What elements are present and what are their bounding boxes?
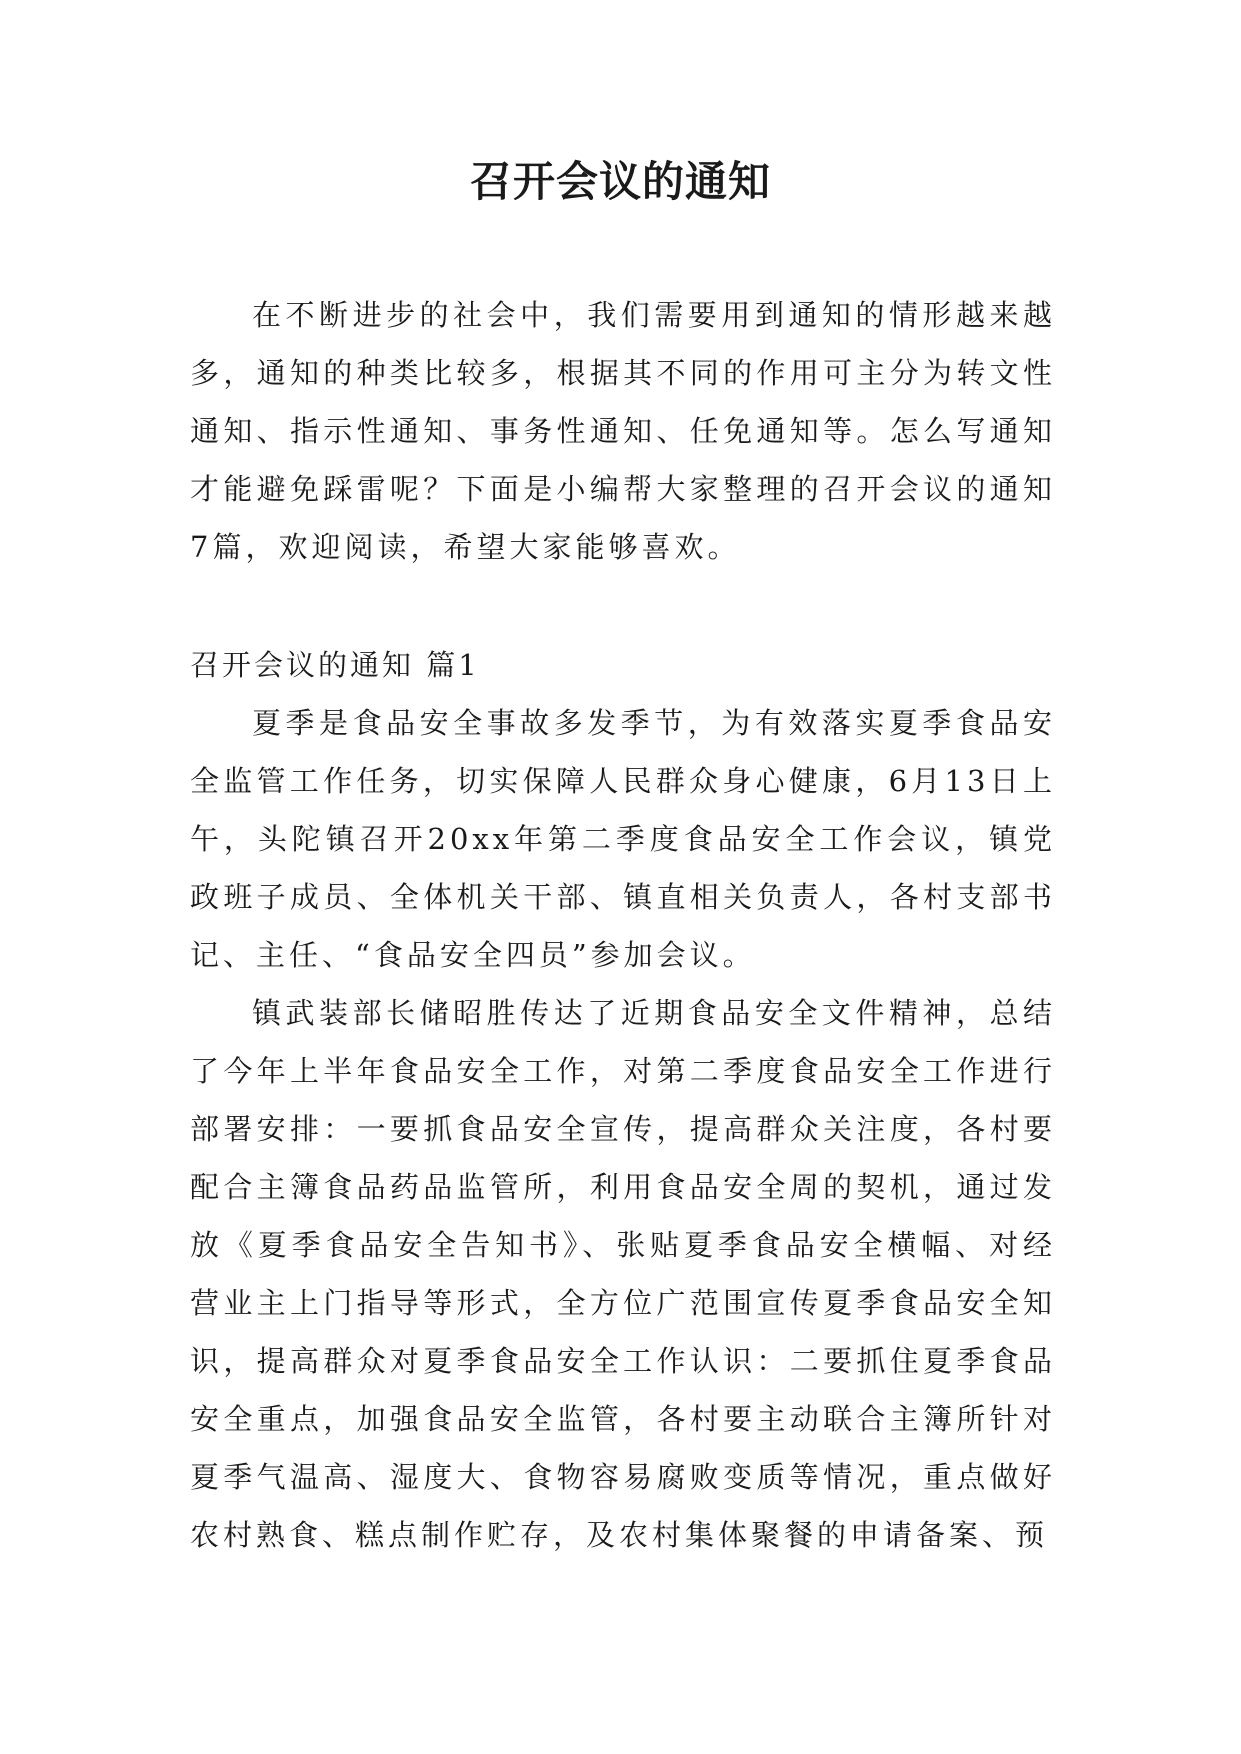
- section-heading: 召开会议的通知 篇1: [190, 648, 480, 682]
- body-paragraph-2: 镇武装部长储昭胜传达了近期食品安全文件精神，总结了今年上半年食品安全工作，对第二季度食品安全工作进行部署安排：一要抓食品安全宣传，提高群众关注度，各村要配合主簿食品药品监管所，利用食品安全周的契机，通过发放《夏季食品安全告知书》、张贴夏季食品安全横幅、对经营业主上门指导等形式，全方位广范围宣传夏季食品安全知识，提高群众对夏季食品安全工作认识：二要抓住夏季食品安全重点，加强食品安全监管，各村要主动联合主簿所针对夏季气温高、湿度大、食物容易腐败变质等情况，重点做好农村熟食、糕点制作贮存，及农村集体聚餐的申请备案、预: [190, 996, 1056, 1552]
- document-title: 召开会议的通知: [469, 157, 771, 206]
- body-paragraph-1: 夏季是食品安全事故多发季节，为有效落实夏季食品安全监管工作任务，切实保障人民群众身心健康，6月13日上午，头陀镇召开20xx年第二季度食品安全工作会议，镇党政班子成员、全体机关干部、镇直相关负责人，各村支部书记、主任、“食品安全四员”参加会议。: [190, 706, 1056, 972]
- intro-paragraph: 在不断进步的社会中，我们需要用到通知的情形越来越多，通知的种类比较多，根据其不同的作用可主分为转文性通知、指示性通知、事务性通知、任免通知等。怎么写通知才能避免踩雷呢？下面是小编帮大家整理的召开会议的通知7篇，欢迎阅读，希望大家能够喜欢。: [190, 298, 1056, 564]
